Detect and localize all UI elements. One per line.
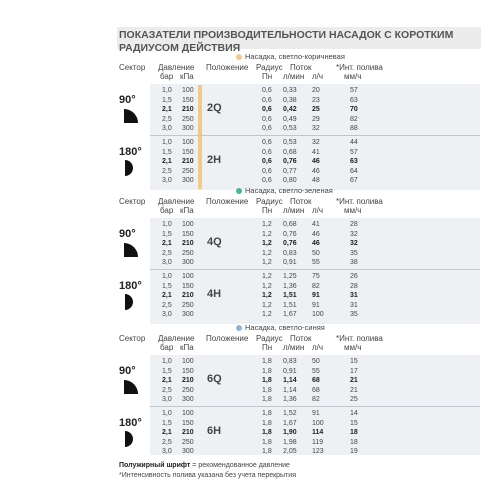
- table-row: [0, 409, 500, 419]
- cell-rate: 64: [350, 167, 358, 175]
- cell-rate: 28: [350, 282, 358, 290]
- cell-bar: 2,1: [162, 240, 172, 247]
- header-pressure: Давление: [158, 334, 195, 343]
- cell-kpa: 250: [182, 386, 194, 394]
- cell-bar: 2,5: [162, 438, 172, 446]
- cell-lh: 91: [312, 292, 320, 299]
- table-row: [0, 124, 500, 134]
- cell-lh: 23: [312, 96, 320, 104]
- table-row: [0, 357, 500, 367]
- cell-rate: 25: [350, 396, 358, 403]
- nozzle-label: [236, 323, 325, 332]
- cell-lmin: 1,14: [283, 386, 297, 394]
- header-flow-lmin: л/мин: [283, 206, 305, 215]
- table-row: [0, 148, 500, 158]
- table-row: [0, 447, 500, 457]
- cell-lmin: 0,38: [283, 96, 297, 104]
- nozzle-color-dot: [236, 54, 242, 60]
- header-position: Положение: [206, 197, 249, 206]
- group-separator: [150, 406, 480, 407]
- cell-rate: 57: [350, 87, 358, 94]
- cell-bar: 3,0: [162, 448, 172, 455]
- cell-bar: 1,5: [162, 96, 172, 104]
- cell-bar: 3,0: [162, 396, 172, 403]
- header-radius: Радиус: [256, 63, 283, 72]
- cell-lh: 100: [312, 311, 324, 318]
- cell-rate: 17: [350, 367, 358, 375]
- header-rate: *Инт. полива: [336, 334, 383, 343]
- cell-rate: 31: [350, 292, 358, 299]
- cell-rate: 32: [350, 230, 358, 238]
- cell-radius: 0,6: [262, 125, 272, 132]
- cell-radius: 1,8: [262, 377, 272, 384]
- cell-rate: 14: [350, 410, 358, 417]
- cell-radius: 0,6: [262, 139, 272, 146]
- cell-radius: 0,6: [262, 167, 272, 175]
- nozzle-label: [236, 186, 333, 195]
- cell-rate: 63: [350, 96, 358, 104]
- cell-lh: 50: [312, 358, 320, 365]
- cell-bar: 1,5: [162, 148, 172, 156]
- cell-rate: 38: [350, 259, 358, 266]
- cell-rate: 21: [350, 377, 358, 384]
- cell-kpa: 210: [182, 240, 194, 247]
- header-sector: Сектор: [119, 334, 146, 343]
- sector-label: 180°: [119, 146, 142, 158]
- position-label: 6Q: [207, 373, 222, 385]
- table-row: [0, 272, 500, 282]
- cell-bar: 3,0: [162, 311, 172, 318]
- cell-lmin: 1,14: [283, 377, 297, 384]
- cell-kpa: 250: [182, 167, 194, 175]
- nozzle-name: Насадка, светло-коричневая: [245, 52, 345, 61]
- group-separator: [150, 135, 480, 136]
- cell-lmin: 0,42: [283, 106, 297, 113]
- cell-bar: 2,5: [162, 115, 172, 123]
- position-label: 6H: [207, 425, 222, 437]
- header-flow-lh: л/ч: [312, 72, 324, 81]
- header-kpa: кПа: [180, 206, 194, 215]
- cell-rate: 21: [350, 386, 358, 394]
- cell-radius: 1,8: [262, 448, 272, 455]
- cell-lh: 41: [312, 221, 320, 228]
- cell-bar: 2,5: [162, 167, 172, 175]
- header-pressure: Давление: [158, 63, 195, 72]
- cell-kpa: 150: [182, 282, 194, 290]
- cell-lmin: 0,77: [283, 167, 297, 175]
- cell-radius: 1,8: [262, 358, 272, 365]
- cell-radius: 1,8: [262, 438, 272, 446]
- cell-kpa: 150: [182, 230, 194, 238]
- cell-lh: 29: [312, 115, 320, 123]
- header-position: Положение: [206, 63, 249, 72]
- cell-kpa: 250: [182, 115, 194, 123]
- table-row: [0, 138, 500, 148]
- cell-radius: 1,2: [262, 273, 272, 280]
- table-row: [0, 395, 500, 405]
- cell-kpa: 150: [182, 148, 194, 156]
- cell-rate: 28: [350, 221, 358, 228]
- cell-lmin: 0,83: [283, 358, 297, 365]
- header-kpa: кПа: [180, 343, 194, 352]
- header-pressure: Давление: [158, 197, 195, 206]
- nozzle-color-dot: [236, 325, 242, 331]
- header-rate-unit: мм/ч: [344, 72, 362, 81]
- cell-bar: 1,0: [162, 273, 172, 280]
- cell-kpa: 210: [182, 377, 194, 384]
- table-row: [0, 291, 500, 301]
- cell-bar: 2,1: [162, 106, 172, 113]
- cell-bar: 1,5: [162, 282, 172, 290]
- cell-radius: 0,6: [262, 177, 272, 184]
- table-row: [0, 176, 500, 186]
- sector-label: 180°: [119, 280, 142, 292]
- cell-kpa: 210: [182, 106, 194, 113]
- cell-rate: 32: [350, 240, 358, 247]
- cell-kpa: 210: [182, 429, 194, 436]
- cell-kpa: 100: [182, 410, 194, 417]
- cell-kpa: 250: [182, 301, 194, 309]
- cell-lh: 46: [312, 167, 320, 175]
- cell-radius: 1,2: [262, 230, 272, 238]
- cell-kpa: 150: [182, 419, 194, 427]
- header-rate: *Инт. полива: [336, 197, 383, 206]
- header-radius-unit: Пн: [262, 72, 273, 81]
- header-rate: *Инт. полива: [336, 63, 383, 72]
- cell-kpa: 300: [182, 177, 194, 184]
- cell-lmin: 1,67: [283, 311, 297, 318]
- cell-kpa: 300: [182, 448, 194, 455]
- cell-lh: 91: [312, 301, 320, 309]
- cell-kpa: 250: [182, 249, 194, 257]
- cell-lmin: 1,52: [283, 410, 297, 417]
- cell-lh: 48: [312, 177, 320, 184]
- cell-bar: 2,1: [162, 158, 172, 165]
- cell-rate: 31: [350, 301, 358, 309]
- cell-kpa: 100: [182, 273, 194, 280]
- cell-bar: 2,1: [162, 377, 172, 384]
- footer-rate-note: *Интенсивность полива указана без учета перекрытия: [119, 472, 296, 479]
- header-position: Положение: [206, 334, 249, 343]
- cell-lh: 55: [312, 259, 320, 266]
- cell-lh: 82: [312, 282, 320, 290]
- cell-lmin: 2,05: [283, 448, 297, 455]
- cell-radius: 1,2: [262, 292, 272, 299]
- header-sector: Сектор: [119, 63, 146, 72]
- cell-radius: 1,8: [262, 386, 272, 394]
- header-flow: Поток: [290, 334, 312, 343]
- table-row: [0, 115, 500, 125]
- table-row: [0, 157, 500, 167]
- table-row: [0, 419, 500, 429]
- cell-lmin: 1,25: [283, 273, 297, 280]
- cell-lmin: 0,53: [283, 125, 297, 132]
- cell-radius: 1,2: [262, 249, 272, 257]
- cell-lmin: 0,80: [283, 177, 297, 184]
- cell-lh: 46: [312, 158, 320, 165]
- cell-radius: 1,8: [262, 367, 272, 375]
- cell-kpa: 210: [182, 292, 194, 299]
- cell-lh: 32: [312, 139, 320, 146]
- position-label: 2Q: [207, 102, 222, 114]
- position-label: 4Q: [207, 236, 222, 248]
- cell-lh: 114: [312, 429, 324, 436]
- cell-rate: 35: [350, 311, 358, 318]
- cell-kpa: 300: [182, 259, 194, 266]
- cell-lh: 100: [312, 419, 324, 427]
- cell-kpa: 300: [182, 311, 194, 318]
- cell-rate: 67: [350, 177, 358, 184]
- cell-radius: 0,6: [262, 87, 272, 94]
- cell-kpa: 210: [182, 158, 194, 165]
- header-rate-unit: мм/ч: [344, 343, 362, 352]
- table-row: [0, 220, 500, 230]
- cell-bar: 1,5: [162, 419, 172, 427]
- footer-bold-note: [119, 462, 290, 469]
- cell-kpa: 300: [182, 125, 194, 132]
- sector-label: 180°: [119, 417, 142, 429]
- cell-kpa: 300: [182, 396, 194, 403]
- header-sector: Сектор: [119, 197, 146, 206]
- cell-bar: 3,0: [162, 177, 172, 184]
- sector-label: 90°: [119, 94, 136, 106]
- cell-radius: 1,2: [262, 311, 272, 318]
- header-flow-lmin: л/мин: [283, 343, 305, 352]
- cell-radius: 1,2: [262, 282, 272, 290]
- footer-bold-label: Полужирный шрифт: [119, 462, 191, 469]
- cell-radius: 0,6: [262, 158, 272, 165]
- cell-lmin: 0,91: [283, 367, 297, 375]
- cell-rate: 26: [350, 273, 358, 280]
- cell-radius: 1,2: [262, 259, 272, 266]
- cell-lmin: 0,53: [283, 139, 297, 146]
- cell-rate: 88: [350, 125, 358, 132]
- header-flow-lh: л/ч: [312, 343, 324, 352]
- sector-label: 90°: [119, 228, 136, 240]
- table-row: [0, 376, 500, 386]
- cell-lh: 41: [312, 148, 320, 156]
- nozzle-color-dot: [236, 188, 242, 194]
- cell-lmin: 0,68: [283, 221, 297, 228]
- cell-lh: 55: [312, 367, 320, 375]
- cell-radius: 1,2: [262, 240, 272, 247]
- sector-label: 90°: [119, 365, 136, 377]
- header-radius-unit: Пн: [262, 206, 273, 215]
- cell-lmin: 1,51: [283, 301, 297, 309]
- cell-radius: 0,6: [262, 96, 272, 104]
- cell-lh: 123: [312, 448, 324, 455]
- table-row: [0, 438, 500, 448]
- nozzle-name: Насадка, светло-синяя: [245, 323, 325, 332]
- cell-lmin: 1,90: [283, 429, 297, 436]
- table-row: [0, 367, 500, 377]
- table-row: [0, 86, 500, 96]
- header-flow: Поток: [290, 197, 312, 206]
- cell-lmin: 1,51: [283, 292, 297, 299]
- page-title: ПОКАЗАТЕЛИ ПРОИЗВОДИТЕЛЬНОСТИ НАСАДОК С КОРОТКИМ РАДИУСОМ ДЕЙСТВИЯ: [119, 29, 454, 54]
- cell-kpa: 150: [182, 96, 194, 104]
- cell-rate: 70: [350, 106, 358, 113]
- header-bar: бар: [160, 206, 174, 215]
- cell-bar: 1,0: [162, 358, 172, 365]
- cell-rate: 35: [350, 249, 358, 257]
- table-row: [0, 96, 500, 106]
- cell-rate: 44: [350, 139, 358, 146]
- cell-bar: 1,5: [162, 230, 172, 238]
- table-row: [0, 167, 500, 177]
- cell-lmin: 1,36: [283, 282, 297, 290]
- cell-bar: 1,0: [162, 410, 172, 417]
- table-row: [0, 386, 500, 396]
- cell-bar: 1,0: [162, 87, 172, 94]
- cell-radius: 1,2: [262, 301, 272, 309]
- cell-kpa: 100: [182, 358, 194, 365]
- header-bar: бар: [160, 72, 174, 81]
- cell-lh: 75: [312, 273, 320, 280]
- header-radius: Радиус: [256, 334, 283, 343]
- cell-lh: 46: [312, 240, 320, 247]
- cell-kpa: 100: [182, 87, 194, 94]
- cell-lmin: 1,98: [283, 438, 297, 446]
- cell-kpa: 150: [182, 367, 194, 375]
- cell-radius: 1,8: [262, 429, 272, 436]
- table-row: [0, 105, 500, 115]
- header-rate-unit: мм/ч: [344, 206, 362, 215]
- cell-bar: 1,5: [162, 367, 172, 375]
- cell-bar: 2,1: [162, 429, 172, 436]
- cell-lmin: 0,91: [283, 259, 297, 266]
- position-label: 2H: [207, 154, 222, 166]
- cell-lmin: 0,76: [283, 158, 297, 165]
- cell-lh: 50: [312, 249, 320, 257]
- cell-radius: 1,8: [262, 396, 272, 403]
- cell-lmin: 1,67: [283, 419, 297, 427]
- cell-rate: 15: [350, 419, 358, 427]
- cell-rate: 18: [350, 429, 358, 436]
- cell-lmin: 1,36: [283, 396, 297, 403]
- cell-radius: 0,6: [262, 148, 272, 156]
- table-row: [0, 249, 500, 259]
- cell-bar: 2,5: [162, 386, 172, 394]
- cell-lh: 68: [312, 377, 320, 384]
- table-row: [0, 301, 500, 311]
- cell-lh: 119: [312, 438, 324, 446]
- cell-bar: 2,1: [162, 292, 172, 299]
- cell-lmin: 0,68: [283, 148, 297, 156]
- cell-lmin: 0,33: [283, 87, 297, 94]
- cell-bar: 3,0: [162, 259, 172, 266]
- cell-lh: 25: [312, 106, 320, 113]
- nozzle-label: [236, 52, 345, 61]
- cell-lh: 46: [312, 230, 320, 238]
- cell-lmin: 0,49: [283, 115, 297, 123]
- cell-lmin: 0,76: [283, 240, 297, 247]
- position-label: 4H: [207, 288, 222, 300]
- cell-radius: 0,6: [262, 106, 272, 113]
- cell-radius: 1,2: [262, 221, 272, 228]
- cell-bar: 1,0: [162, 139, 172, 146]
- table-row: [0, 428, 500, 438]
- cell-lh: 32: [312, 125, 320, 132]
- cell-rate: 57: [350, 148, 358, 156]
- cell-radius: 0,6: [262, 115, 272, 123]
- table-row: [0, 282, 500, 292]
- header-flow-lmin: л/мин: [283, 72, 305, 81]
- header-radius-unit: Пн: [262, 343, 273, 352]
- cell-lmin: 0,76: [283, 230, 297, 238]
- cell-rate: 18: [350, 438, 358, 446]
- cell-bar: 3,0: [162, 125, 172, 132]
- cell-kpa: 100: [182, 139, 194, 146]
- header-flow-lh: л/ч: [312, 206, 324, 215]
- group-separator: [150, 269, 480, 270]
- cell-bar: 2,5: [162, 249, 172, 257]
- header-bar: бар: [160, 343, 174, 352]
- cell-kpa: 100: [182, 221, 194, 228]
- cell-rate: 19: [350, 448, 358, 455]
- cell-rate: 15: [350, 358, 358, 365]
- cell-kpa: 250: [182, 438, 194, 446]
- table-row: [0, 258, 500, 268]
- header-radius: Радиус: [256, 197, 283, 206]
- cell-radius: 1,8: [262, 410, 272, 417]
- cell-lh: 68: [312, 386, 320, 394]
- cell-rate: 82: [350, 115, 358, 123]
- table-row: [0, 310, 500, 320]
- table-row: [0, 230, 500, 240]
- cell-lh: 20: [312, 87, 320, 94]
- cell-lmin: 0,83: [283, 249, 297, 257]
- header-flow: Поток: [290, 63, 312, 72]
- footer-bold-text: = рекомендованное давление: [192, 462, 290, 469]
- nozzle-name: Насадка, светло-зеленая: [245, 186, 333, 195]
- cell-lh: 91: [312, 410, 320, 417]
- cell-bar: 1,0: [162, 221, 172, 228]
- cell-bar: 2,5: [162, 301, 172, 309]
- cell-lh: 82: [312, 396, 320, 403]
- header-kpa: кПа: [180, 72, 194, 81]
- table-row: [0, 239, 500, 249]
- cell-rate: 63: [350, 158, 358, 165]
- cell-radius: 1,8: [262, 419, 272, 427]
